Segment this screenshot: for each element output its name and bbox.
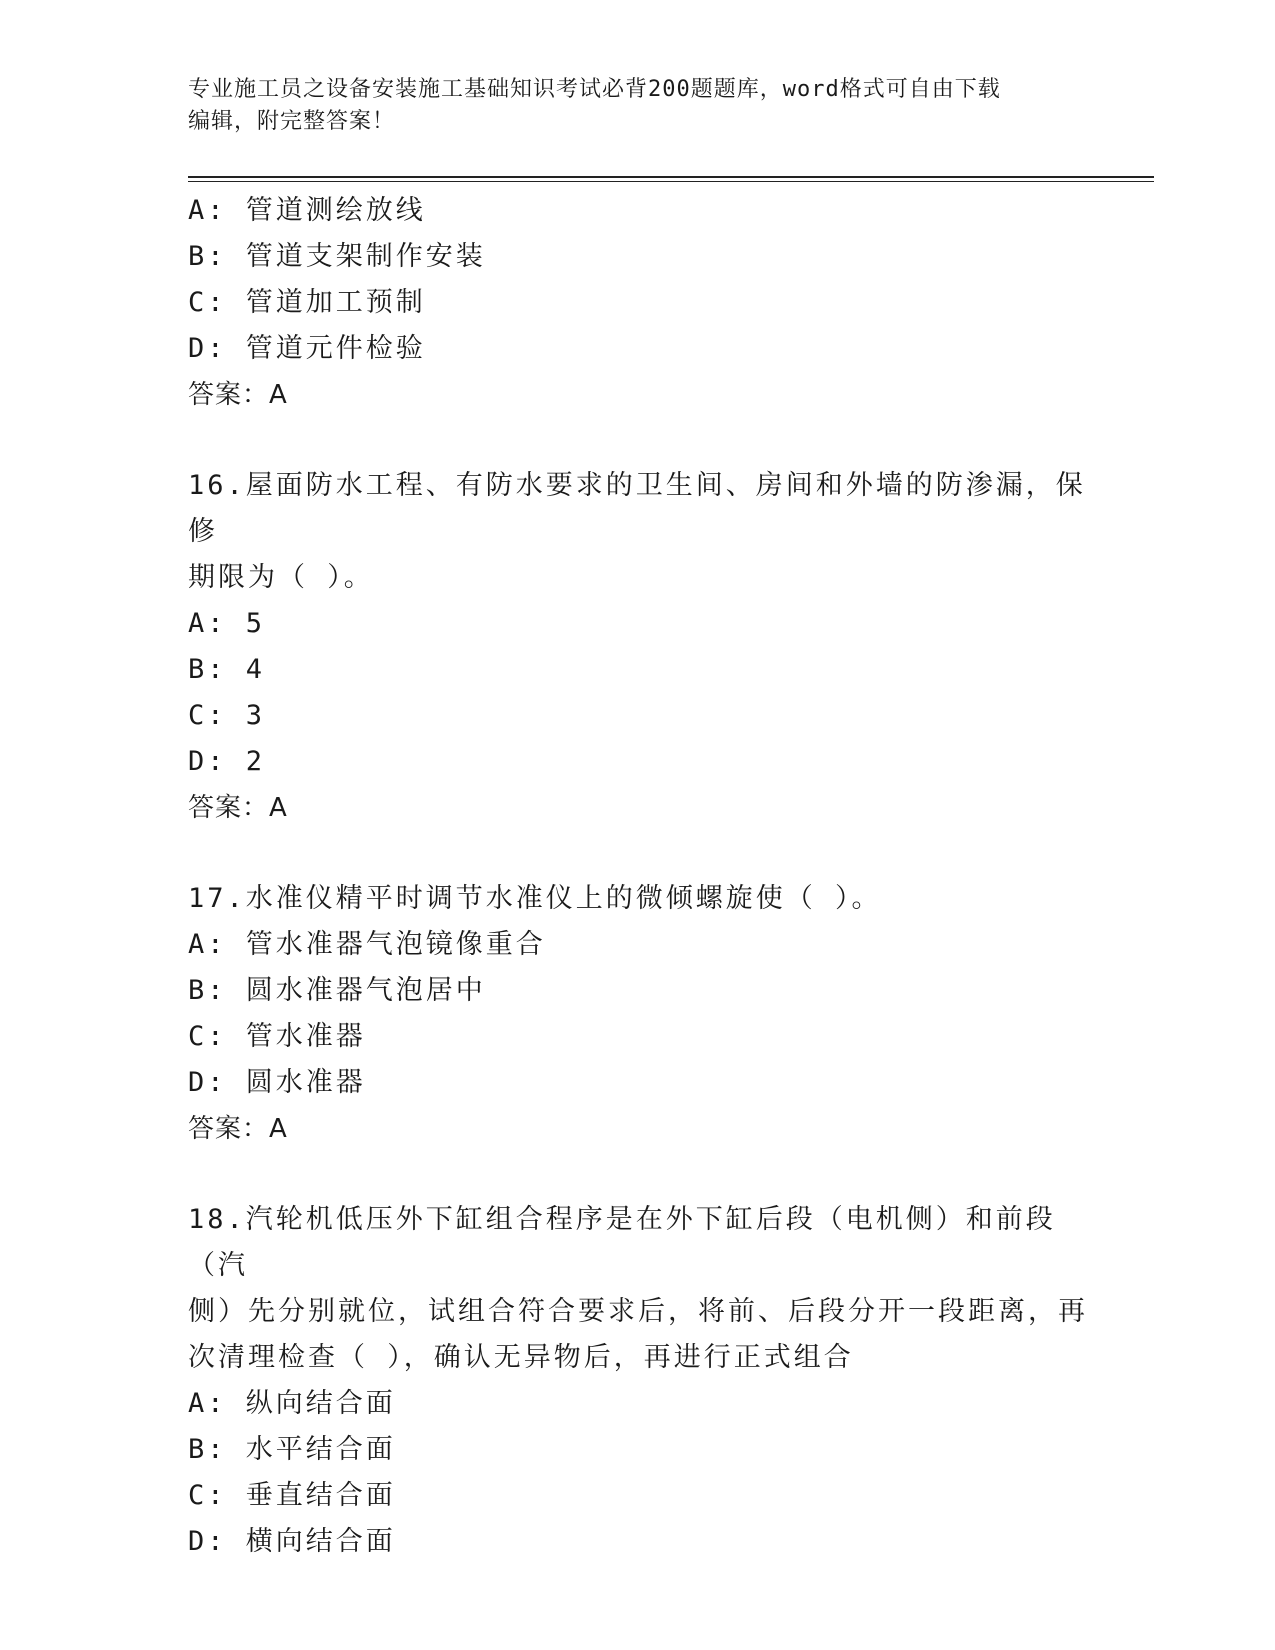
answer-line: 答案：A [188,793,288,823]
option-a: A: 管道测绘放线 [188,195,426,226]
question-18 [188,1197,1088,1565]
option-a: A: 5 [188,608,266,639]
option-d: D: 圆水准器 [188,1067,366,1098]
header-line-1: 专业施工员之设备安装施工基础知识考试必背200题题库，word格式可自由下载 [188,77,1001,102]
option-d: D: 管道元件检验 [188,333,426,364]
question-list [188,188,1088,1565]
question-text-line: 17.水准仪精平时调节水准仪上的微倾螺旋使（ ）。 [188,883,882,914]
question-text-line: 侧）先分别就位，试组合符合要求后，将前、后段分开一段距离，再 [188,1296,1088,1327]
option-d: D: 横向结合面 [188,1526,396,1557]
document-header [188,74,1088,138]
option-c: C: 管道加工预制 [188,287,426,318]
option-b: B: 4 [188,654,266,685]
option-d: D: 2 [188,746,266,777]
option-c: C: 3 [188,700,266,731]
question-16 [188,463,1088,831]
answer-line: 答案：A [188,1114,288,1144]
option-b: B: 管道支架制作安装 [188,241,486,272]
option-c: C: 垂直结合面 [188,1480,396,1511]
header-divider-thick [188,176,1154,178]
answer-line: 答案：A [188,380,288,410]
header-line-2: 编辑，附完整答案！ [188,109,396,134]
question-15 [188,188,1088,418]
question-text-line: 16.屋面防水工程、有防水要求的卫生间、房间和外墙的防渗漏，保修 [188,470,1086,547]
option-c: C: 管水准器 [188,1021,366,1052]
spacer [188,418,1088,463]
question-text-line: 18.汽轮机低压外下缸组合程序是在外下缸后段（电机侧）和前段（汽 [188,1204,1056,1281]
option-b: B: 水平结合面 [188,1434,396,1465]
question-text-line: 期限为（ ）。 [188,562,374,593]
question-text-line: 次清理检查（ ），确认无异物后，再进行正式组合 [188,1342,854,1373]
header-divider-thin [188,181,1154,182]
option-a: A: 纵向结合面 [188,1388,396,1419]
option-a: A: 管水准器气泡镜像重合 [188,929,546,960]
spacer [188,831,1088,876]
spacer [188,1152,1088,1197]
question-17 [188,876,1088,1152]
option-b: B: 圆水准器气泡居中 [188,975,486,1006]
